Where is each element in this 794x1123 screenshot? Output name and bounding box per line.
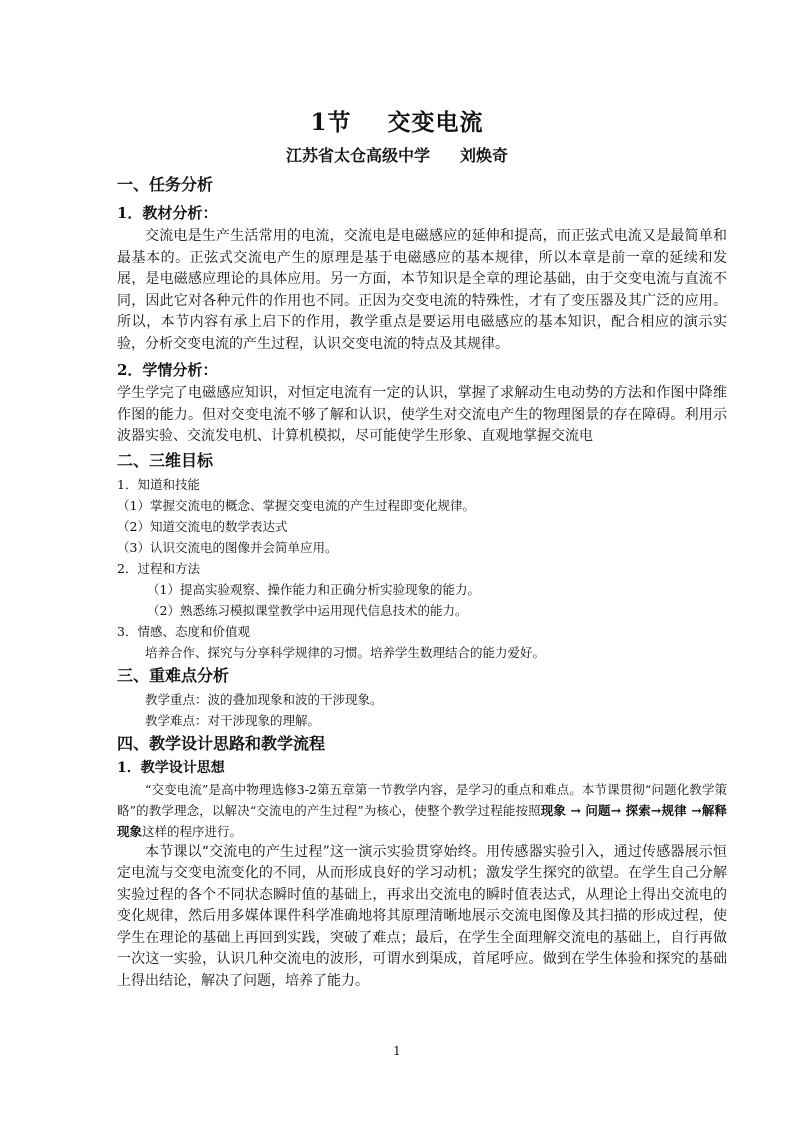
document-body <box>117 172 727 992</box>
title-text: 交变电流 <box>387 109 484 136</box>
goal-heading-emotion: 3．情感、态度和价值观 <box>117 623 250 639</box>
goal-heading-process: 2．过程和方法 <box>117 560 200 576</box>
author-name: 刘焕奇 <box>460 146 509 165</box>
page-number: 1 <box>393 1044 401 1058</box>
student-analysis-paragraph: 学生学完了电磁感应知识，对恒定电流有一定的认识，掌握了求解动生电动势的方法和作图中降维作图的能力。但对交变电流不够了解和认识，使学生对交流电产生的物理图景的存在障碍。利用示波器实验、交流发电机、计算机模拟，尽可能使学生形象、直观地掌握交流电 <box>117 385 727 444</box>
subsection-heading-students: 2．学情分析： <box>117 361 218 379</box>
title-number: 1节 <box>310 109 352 136</box>
design-idea-paragraph <box>117 779 727 842</box>
lesson-flow-paragraph: 本节课以“交流电的产生过程”这一演示实验贯穿始终。用传感器实验引入，通过传感器展示恒定电流与交变电流变化的不同，从而形成良好的学习动机；激发学生探究的欲望。在学生自己分解实验过程的各个不同状态瞬时值的基础上，再求出交流电的瞬时值表达式，从理论上得出交流电的变化规律，然后用多媒体课件科学准确地将其原理清晰地展示交流电图像及其扫描的形成过程，使学生在理论的基础上再回到实践，突破了难点；最后，在学生全面理解交流电的基础上，自行再做一次这一实验，认识几种交流电的波形，可谓水到渠成，首尾呼应。做到在学生体验和探究的基础上得出结论，解决了问题，培养了能力。 <box>117 843 727 989</box>
section-heading-design: 四、教学设计思路和教学流程 <box>117 733 326 753</box>
section-heading-goals: 二、三维目标 <box>117 450 214 470</box>
subsection-heading-textbook: 1．教材分析： <box>117 204 218 222</box>
goal-heading-knowledge: 1．知道和技能 <box>117 476 200 492</box>
goal-item: （2）熟悉练习模拟课堂教学中运用现代信息技术的能力。 <box>147 602 468 618</box>
textbook-analysis-paragraph: 交流电是生产生活常用的电流，交流电是电磁感应的延伸和提高，而正弦式电流又是最简单和最基本的。正弦式交流电产生的原理是基于电磁感应的基本规律，所以本章是前一章的延续和发展，是电磁感应理论的具体应用。另一方面，本节知识是全章的理论基础，由于交变电流与直流不同，因此它对各种元件的作用也不同。正因为交变电流的特殊性，才有了变压器及其广泛的应用。所以，本节内容有承上启下的作用，教学重点是要运用电磁感应的基本知识，配合相应的演示实验，分析交变电流的产生过程，认识交变电流的特点及其规律。 <box>117 228 727 352</box>
teaching-difficulty: 教学难点：对干涉现象的理解。 <box>145 712 321 728</box>
subsection-heading-design-idea: 1．教学设计思想 <box>117 759 225 776</box>
section-heading-task-analysis: 一、任务分析 <box>117 175 214 194</box>
design-idea-end: 这样的程序进行。 <box>142 823 243 839</box>
design-idea-text: “交变电流”是高中物理选修3-2第五章第一节教学内容，是学习的重点和难点。本节课贯彻“问题化教学策略”的教学理念，以解决“交流电的产生过程”为核心，使整个教学过程能按照 <box>117 781 727 818</box>
goal-item: （3）认识交流电的图像并会简单应用。 <box>117 539 338 555</box>
school-name: 江苏省太仓高级中学 <box>285 146 430 165</box>
author-line <box>0 143 794 166</box>
teaching-key-point: 教学重点：波的叠加现象和波的干涉现象。 <box>145 691 383 707</box>
goal-item: （1）掌握交流电的概念、掌握交变电流的产生过程即变化规律。 <box>117 497 475 513</box>
teaching-flow: 现象 → 问题→ 探索→规律 →解释现象 <box>117 802 727 839</box>
goal-item: （2）知道交流电的数学表达式 <box>117 518 288 534</box>
goal-item: （1）提高实验观察、操作能力和正确分析实验现象的能力。 <box>147 581 480 597</box>
page-title <box>0 104 794 137</box>
goal-emotion-text: 培养合作、探究与分享科学规律的习惯。培养学生数理结合的能力爱好。 <box>145 644 546 660</box>
section-heading-key-points: 三、重难点分析 <box>117 665 230 685</box>
